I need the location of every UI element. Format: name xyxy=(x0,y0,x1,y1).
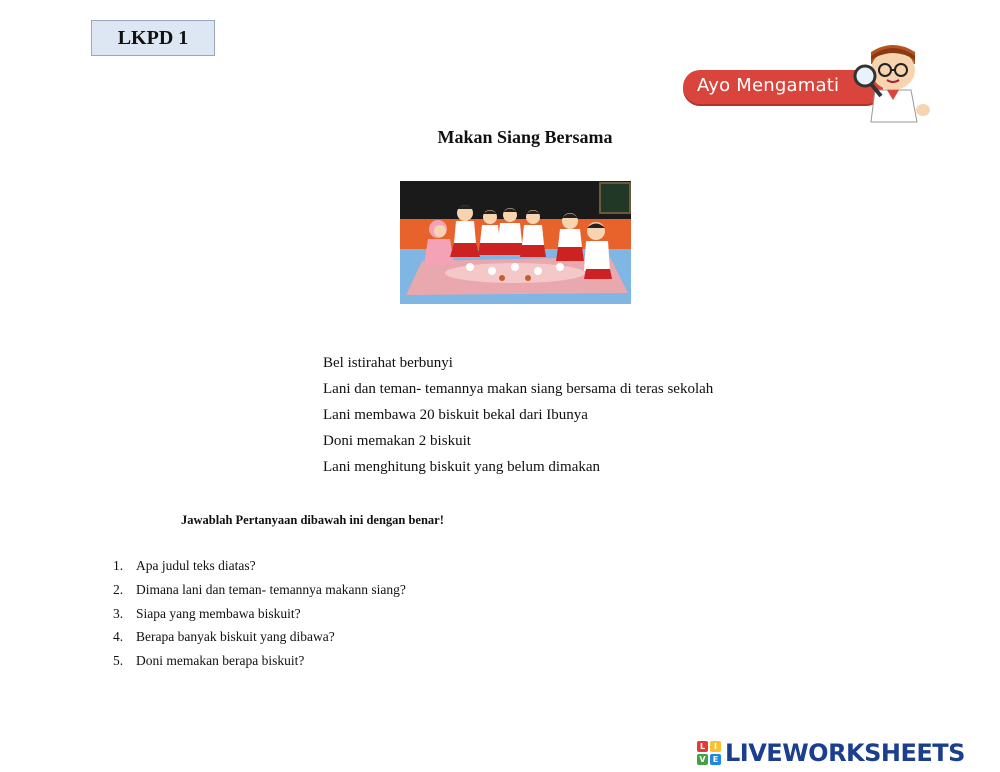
liveworksheets-logo-icon xyxy=(697,741,721,765)
document-title: Makan Siang Bersama xyxy=(437,127,613,147)
question-text: Berapa banyak biskuit yang dibawa? xyxy=(136,629,335,645)
question-text: Siapa yang membawa biskuit? xyxy=(136,605,301,621)
question-number: 2. xyxy=(113,581,124,597)
question-item xyxy=(113,628,406,652)
story-line: Doni memakan 2 biskuit xyxy=(323,433,471,449)
lkpd-badge xyxy=(91,20,215,56)
liveworksheets-footer[interactable] xyxy=(697,737,965,769)
question-item xyxy=(113,652,406,676)
question-number: 5. xyxy=(113,653,124,669)
logo-tile: V xyxy=(697,754,708,765)
question-item xyxy=(113,581,406,605)
question-number: 3. xyxy=(113,605,124,621)
instruction-text: Jawablah Pertanyaan dibawah ini dengan benar! xyxy=(181,513,444,527)
question-item xyxy=(113,605,406,629)
question-text: Apa judul teks diatas? xyxy=(136,558,256,573)
question-list xyxy=(113,557,406,676)
magnifier-kid-illustration xyxy=(853,40,938,130)
lkpd-label: LKPD 1 xyxy=(117,26,189,49)
question-number: 4. xyxy=(113,629,124,645)
question-text: Doni memakan berapa biskuit? xyxy=(136,653,305,669)
logo-tile: L xyxy=(697,741,708,752)
story-line: Lani menghitung biskuit yang belum dimakan xyxy=(323,459,601,475)
story-text xyxy=(323,353,713,483)
liveworksheets-brand: LIVEWORKSHEETS xyxy=(725,739,965,767)
banner-label: Ayo Mengamati xyxy=(697,75,840,96)
story-line: Bel istirahat berbunyi xyxy=(323,355,453,371)
logo-tile: E xyxy=(710,754,721,765)
question-number: 1. xyxy=(113,558,124,573)
question-text: Dimana lani dan teman- temannya makann siang? xyxy=(136,581,406,597)
story-line: Lani dan teman- temannya makan siang bersama di teras sekolah xyxy=(323,381,714,397)
question-item xyxy=(113,557,406,581)
logo-tile: I xyxy=(710,741,721,752)
story-line: Lani membawa 20 biskuit bekal dari Ibunya xyxy=(323,407,588,423)
lunch-together-illustration xyxy=(400,181,631,304)
ayo-mengamati-banner xyxy=(683,40,943,130)
